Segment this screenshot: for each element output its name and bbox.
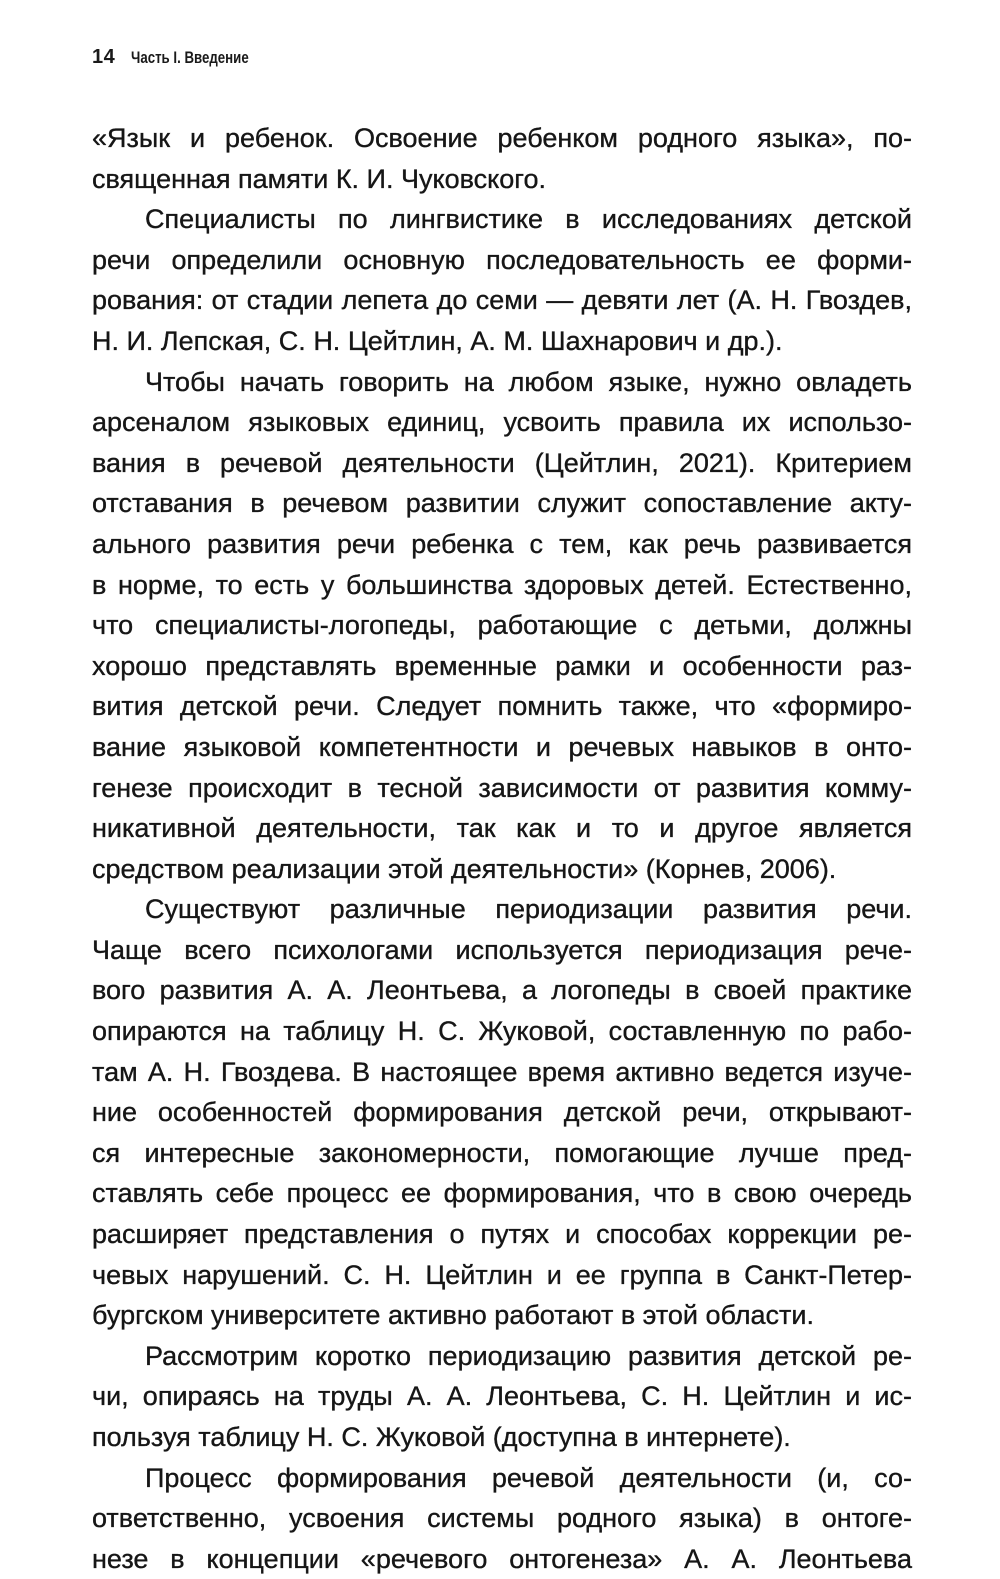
running-head — [92, 46, 282, 72]
text-line: «Язык и ребенок. Освоение ребенком родного языка», по- — [92, 123, 912, 153]
text-line: ального развития речи ребенка с тем, как речь развивается — [92, 528, 912, 559]
text-line: хорошо представлять временные рамки и особенности раз- — [92, 650, 912, 681]
text-line: рования: от стадии лепета до семи — девяти лет (А. Н. Гвоздев, — [92, 285, 912, 316]
text-line: Чтобы начать говорить на любом языке, нужно овладеть — [145, 366, 912, 397]
text-line: ответственно, усвоения системы родного языка) в онтоге- — [92, 1503, 912, 1534]
text-line: там А. Н. Гвоздева. В настоящее время активно ведется изуче- — [92, 1056, 912, 1087]
section-title: Часть I. Введение — [131, 48, 249, 67]
text-line: опираются на таблицу Н. С. Жуковой, составленную по рабо- — [92, 1016, 912, 1047]
text-line: вание языковой компетентности и речевых навыков в онто- — [92, 731, 912, 762]
text-line: вания в речевой деятельности (Цейтлин, 2021). Критерием — [92, 447, 912, 478]
text-line: арсеналом языковых единиц, усвоить правила их использо- — [92, 407, 912, 438]
text-line: чи, опираясь на труды А. А. Леонтьева, С. Н. Цейтлин и ис- — [92, 1381, 912, 1412]
text-line: бургском университете активно работают в этой области. — [92, 1300, 814, 1331]
text-line: Существуют различные периодизации развития речи. — [145, 894, 912, 925]
text-line: вого развития А. А. Леонтьева, а логопеды в своей практике — [92, 975, 912, 1006]
text-line: ставлять себе процесс ее формирования, что в свою очередь — [92, 1178, 912, 1209]
text-line: вития детской речи. Следует помнить также, что «формиро- — [92, 691, 912, 722]
text-line: чевых нарушений. С. Н. Цейтлин и ее группа в Санкт-Петер- — [92, 1259, 912, 1290]
text-line: речи определили основную последовательность ее форми- — [92, 244, 912, 275]
text-line: Н. И. Лепская, С. Н. Цейтлин, А. М. Шахнарович и др.). — [92, 325, 783, 356]
text-line: незе в концепции «речевого онтогенеза» А. А. Леонтьева — [92, 1543, 912, 1574]
text-line: расширяет представления о путях и способах коррекции ре- — [92, 1219, 912, 1250]
body-text — [92, 118, 912, 1579]
text-line: что специалисты-логопеды, работающие с детьми, должны — [92, 610, 912, 641]
text-line: Рассмотрим коротко периодизацию развития детской ре- — [145, 1340, 912, 1371]
text-line: Чаще всего психологами используется периодизация рече- — [92, 934, 912, 965]
page-number: 14 — [92, 46, 116, 68]
text-line: священная памяти К. И. Чуковского. — [92, 163, 547, 194]
text-line: Специалисты по лингвистике в исследованиях детской — [145, 204, 912, 235]
text-line: Процесс формирования речевой деятельности (и, со- — [145, 1462, 912, 1493]
text-line: генезе происходит в тесной зависимости от развития комму- — [92, 772, 912, 803]
text-line: ся интересные закономерности, помогающие лучше пред- — [92, 1137, 912, 1168]
text-line: ние особенностей формирования детской речи, открывают- — [92, 1097, 912, 1128]
text-line: отставания в речевом развитии служит сопоставление акту- — [92, 488, 912, 519]
text-line: пользуя таблицу Н. С. Жуковой (доступна в интернете). — [92, 1422, 791, 1452]
text-line: никативной деятельности, так как и то и другое является — [92, 813, 912, 844]
text-line: в норме, то есть у большинства здоровых детей. Естественно, — [92, 569, 912, 600]
text-line: средством реализации этой деятельности» (Корнев, 2006). — [92, 853, 837, 884]
